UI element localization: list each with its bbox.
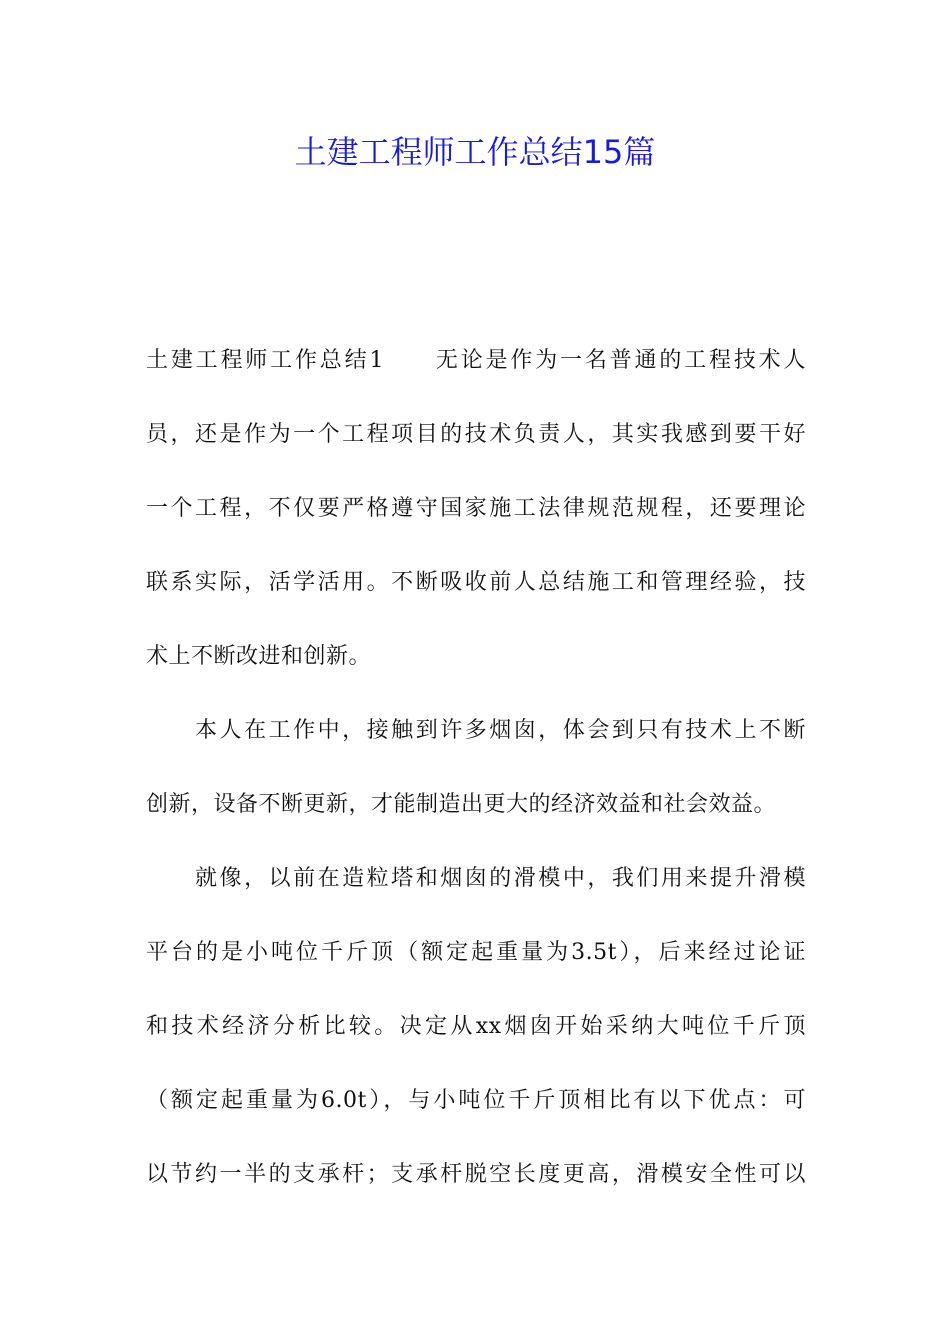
paragraph-line: 以节约一半的支承杆；支承杆脱空长度更高，滑模安全性可以 [146, 1162, 806, 1187]
paragraph-line: 土建工程师工作总结1 无论是作为一名普通的工程技术人 [146, 348, 806, 373]
paragraph-line: 本人在工作中，接触到许多烟囱，体会到只有技术上不断 [146, 718, 806, 743]
paragraph-line: 一个工程，不仅要严格遵守国家施工法律规范规程，还要理论 [146, 496, 806, 521]
paragraph-line: 创新，设备不断更新，才能制造出更大的经济效益和社会效益。 [146, 792, 777, 817]
paragraph-line: 平台的是小吨位千斤顶（额定起重量为3.5t），后来经过论证 [146, 940, 806, 965]
paragraph-line: 员，还是作为一个工程项目的技术负责人，其实我感到要干好 [146, 422, 806, 447]
document-title: 土建工程师工作总结15篇 [294, 133, 656, 171]
paragraph-line: 术上不断改进和创新。 [146, 644, 372, 669]
paragraph-line: 和技术经济分析比较。决定从xx烟囱开始采纳大吨位千斤顶 [146, 1014, 806, 1039]
document-body [146, 336, 806, 1224]
paragraph-line: 联系实际，活学活用。不断吸收前人总结施工和管理经验，技 [146, 570, 806, 595]
paragraph-line: 就像，以前在造粒塔和烟囱的滑模中，我们用来提升滑模 [146, 866, 806, 891]
paragraph-line: （额定起重量为6.0t），与小吨位千斤顶相比有以下优点：可 [146, 1088, 806, 1113]
